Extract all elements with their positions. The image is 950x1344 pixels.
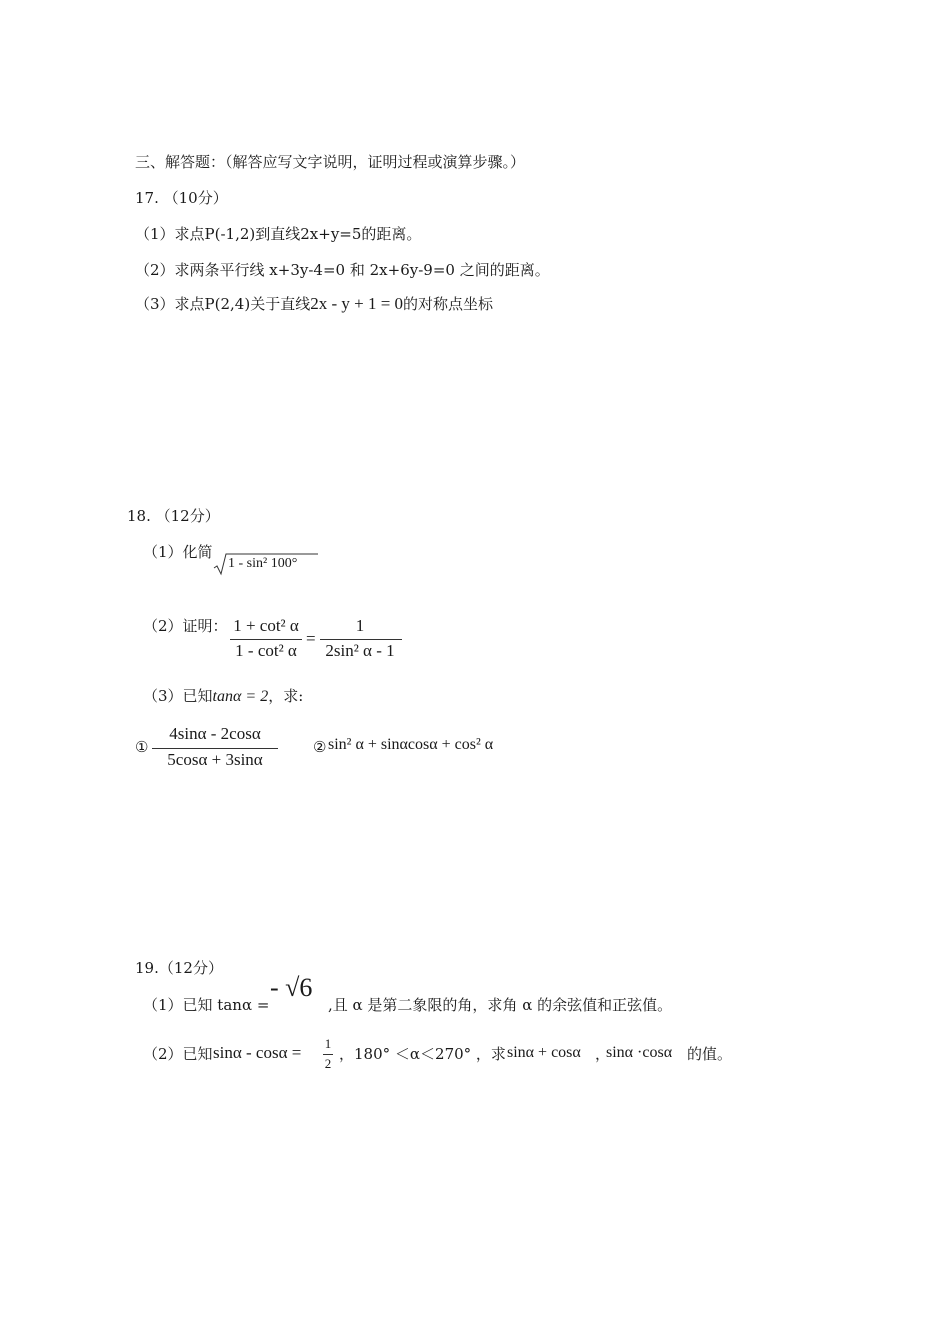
- q17-title: 17. （10分）: [135, 189, 228, 207]
- q19-part2-fraction: [322, 1036, 334, 1076]
- q19-part2-separator: ，: [595, 1045, 611, 1063]
- q18-title: 18. （12分）: [127, 507, 220, 525]
- q19-part2-target2: sinα ·cosα: [606, 1044, 673, 1061]
- q18-part2-rhs: [318, 616, 402, 662]
- section-heading: 三、解答题：（解答应写文字说明，证明过程或演算步骤。）: [135, 153, 526, 171]
- q18-part2-label: （2）证明：: [143, 617, 228, 635]
- q19-part2-label: （2）已知: [143, 1045, 213, 1063]
- q19-part2-range: ，180° ＜α＜270° ，求: [339, 1045, 506, 1063]
- q18-sub1-fraction: [150, 724, 280, 772]
- q17-part3-equation: 2x - y + 1 = 0: [310, 294, 404, 313]
- q18-part2-rhs-denominator: 2sin² α - 1: [325, 641, 395, 660]
- q19-title: 19.（12分）: [135, 959, 223, 977]
- q18-sub1-numerator: 4sinα - 2cosα: [169, 724, 261, 743]
- q18-part2-rhs-numerator: 1: [355, 616, 365, 635]
- q18-sub2-expression: sin² α + sinαcosα + cos² α: [328, 736, 494, 753]
- q17-part3-prefix: （3）求点P(2,4)关于直线: [135, 295, 311, 313]
- q18-part2-equals: =: [306, 629, 316, 648]
- q17-part3: [135, 294, 493, 314]
- q17-part2: （2）求两条平行线 x+3y-4=0 和 2x+6y-9=0 之间的距离。: [135, 261, 550, 279]
- q18-part1-label: （1）化简: [143, 543, 213, 561]
- q18-sub2-mark: ②: [313, 738, 327, 756]
- q19-part1-label: （1）已知 tanα =: [143, 996, 270, 1014]
- q18-part2-lhs: [228, 616, 304, 662]
- q18-part2-lhs-numerator: 1 + cot² α: [233, 616, 299, 635]
- q19-part1-suffix: ,且 α 是第二象限的角，求角 α 的余弦值和正弦值。: [328, 996, 673, 1014]
- q19-part2-expression: sinα - cosα =: [213, 1043, 302, 1062]
- q18-part3-label: （3）已知: [143, 687, 213, 705]
- q19-part2-target1: sinα + cosα: [507, 1044, 581, 1061]
- q19-part2-fraction-denominator: 2: [324, 1056, 332, 1071]
- q18-sub1-denominator: 5cosα + 3sinα: [167, 750, 263, 769]
- q18-part3: [143, 686, 303, 707]
- q18-sub1-mark: ①: [135, 738, 149, 756]
- q17-part3-suffix: 的对称点坐标: [403, 295, 494, 313]
- q18-part2-lhs-denominator: 1 - cot² α: [235, 641, 297, 660]
- q19-part2: [143, 1036, 843, 1080]
- q18-part3-condition: tanα = 2: [212, 688, 269, 705]
- q18-part1-expression: 1 - sin² 100°: [228, 556, 298, 571]
- q18-part3-suffix: ，求:: [268, 687, 304, 705]
- q19-part1-value: - √6: [270, 973, 313, 1002]
- q19-part2-end: 的值。: [687, 1045, 733, 1063]
- q17-part1: （1）求点P(-1,2)到直线2x+y=5的距离。: [135, 225, 422, 243]
- q18-part1-radical: [213, 552, 319, 576]
- q19-part2-fraction-numerator: 1: [324, 1036, 332, 1051]
